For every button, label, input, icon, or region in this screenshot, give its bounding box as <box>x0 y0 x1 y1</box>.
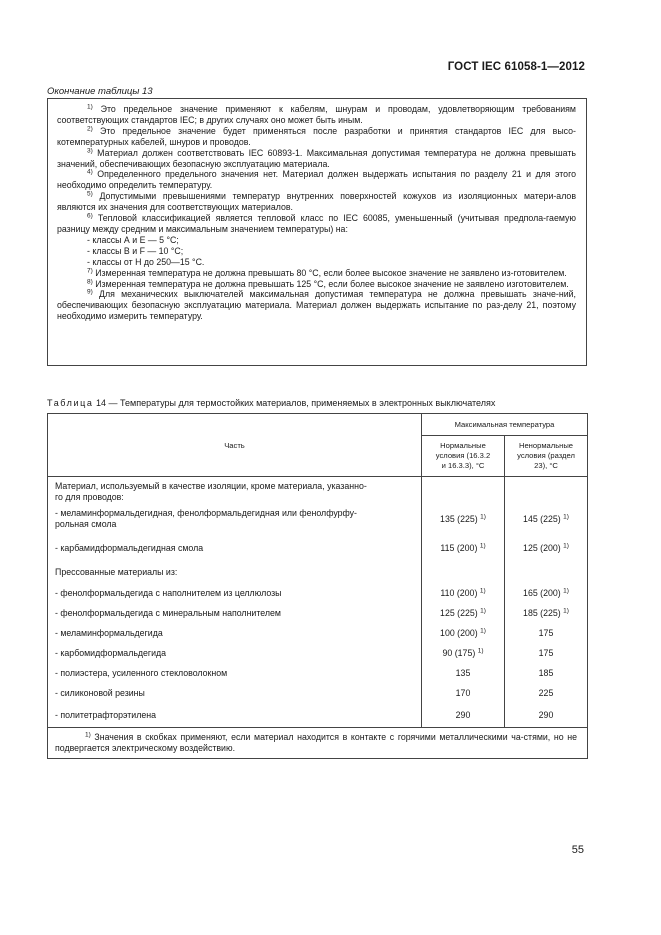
cell-abnormal: 175 <box>505 643 588 663</box>
table-row <box>48 561 588 583</box>
col-header-normal: Нормальные условия (16.3.2 и 16.3.3), °С <box>422 436 505 477</box>
table-row <box>48 535 588 561</box>
row-intro-pressed: Прессованные материалы из: <box>48 561 422 583</box>
cell-abnormal: 175 <box>505 623 588 643</box>
page-number: 55 <box>571 844 584 856</box>
table-row <box>48 583 588 603</box>
document-header: ГОСТ IEC 61058-1—2012 <box>447 61 585 73</box>
cell-abnormal: 290 <box>505 703 588 728</box>
table14-title-prefix: Таблица <box>47 398 94 408</box>
table-row <box>48 683 588 703</box>
cell-abnormal: 225 <box>505 683 588 703</box>
row-part: - фенолформальдегида с наполнителем из целлюлозы <box>48 583 422 603</box>
footnote-5: $^{5)}$ Допустимыми превышениями температур внутренних поверхностей кожухов из изоляционных матери-алов являются их значения для соответствующих материалов. <box>57 190 576 213</box>
class-item-3: - классы от Н до 250—15 °С. <box>87 256 205 267</box>
row-part: - карбомидформальдегида <box>48 643 422 663</box>
footnote-7: $^{7)}$ Измеренная температура не должна превышать 80 °С, если более высокое значение не заявлено из-готовителем. <box>87 267 567 278</box>
table14-footnote: $^{1)}$ Значения в скобках применяют, если материал находится в контакте с горячими металлическими ча-стями, но не подвергается электрическому воздействию. <box>48 728 588 759</box>
table13-caption: Окончание таблицы 13 <box>47 86 153 97</box>
cell-normal: 170 <box>422 683 505 703</box>
footnote-4: $^{4)}$ Определенного предельного значения нет. Материал должен выдержать испытания по разделу 21 и для этого необходимо определить температуру. <box>57 168 576 191</box>
row-part: - полиэстера, усиленного стекловолокном <box>48 663 422 683</box>
cell-normal: 125 (225) $^{1)}$ <box>422 603 505 623</box>
class-item-2: - классы В и F — 10 °С; <box>87 245 184 256</box>
footnote-2: $^{2)}$ Это предельное значение будет применяться после разработки и принятия стандартов IEC для высо-котемпературных кабелей, шнуров и проводов. <box>57 125 576 147</box>
cell-abnormal: 185 <box>505 663 588 683</box>
table-row <box>48 643 588 663</box>
row-intro-insulation: Материал, используемый в качестве изоляции, кроме материала, указанно- го для проводов: <box>48 477 422 504</box>
table14-title <box>47 398 495 408</box>
row-part: - фенолформальдегида с минеральным наполнителем <box>48 603 422 623</box>
footnote-6: $^{6)}$ Тепловой классификацией является тепловой класс по IEC 60085, уменьшенный (учитывая предпола-гаемую разницу между средним и максимальным значением температуры) на: <box>57 212 576 234</box>
footnote-1: $^{1)}$ Это предельное значение применяют к кабелям, шнурам и проводам, удовлетворяющим требованиям соответствующих стандартов IEC; в других случаях оно может быть иным. <box>57 103 576 125</box>
col-header-part: Часть <box>48 414 422 477</box>
cell-abnormal: 125 (200) $^{1)}$ <box>505 535 588 561</box>
row-part: - меламинформальдегида <box>48 623 422 643</box>
table-row <box>48 603 588 623</box>
row-part: - карбамидформальдегидная смола <box>48 535 422 561</box>
row-part: - меламинформальдегидная, фенолформальдегидная или фенолфурфу- рольная смола <box>48 503 422 535</box>
table14-title-text: 14 — Температуры для термостойких материалов, применяемых в электронных выключателях <box>93 398 496 408</box>
table-row <box>48 623 588 643</box>
cell-normal: 290 <box>422 703 505 728</box>
table-row <box>48 503 588 535</box>
cell-normal: 100 (200) $^{1)}$ <box>422 623 505 643</box>
table-row <box>48 477 588 504</box>
cell-abnormal: 145 (225) $^{1)}$ <box>505 503 588 535</box>
col-header-max-temp: Максимальная температура <box>422 414 588 436</box>
col-header-abnormal: Ненормальные условия (раздел 23), °С <box>505 436 588 477</box>
cell-normal: 90 (175) $^{1)}$ <box>422 643 505 663</box>
cell-normal: 115 (200) $^{1)}$ <box>422 535 505 561</box>
table-row <box>48 703 588 728</box>
row-part: - силиконовой резины <box>48 683 422 703</box>
table14 <box>47 413 588 759</box>
table-row <box>48 663 588 683</box>
cell-normal: 135 <box>422 663 505 683</box>
footnote-9: $^{9)}$ Для механических выключателей максимальная допустимая температура не должна превышать значе-ний, обеспечивающих безопасную эксплуатацию материала. Материал должен выдержать испытание по раз-делу 21, поэтому необходимо измерить температуру. <box>57 288 576 322</box>
cell-normal: 110 (200) $^{1)}$ <box>422 583 505 603</box>
class-item-1: - классы А и Е — 5 °С; <box>87 234 179 245</box>
cell-abnormal: 165 (200) $^{1)}$ <box>505 583 588 603</box>
footnote-8: $^{8)}$ Измеренная температура не должна превышать 125 °С, если более высокое значение не заявлено изготовителем. <box>87 278 569 289</box>
footnote-3: $^{3)}$ Материал должен соответствовать IEC 60893-1. Максимальная допустимая температура не должна превышать значений, обеспечивающих безопасную эксплуатацию материала. <box>57 147 576 169</box>
table13-footnotes-box <box>47 98 587 366</box>
row-part: - политетрафторэтилена <box>48 703 422 728</box>
cell-abnormal: 185 (225) $^{1)}$ <box>505 603 588 623</box>
cell-normal: 135 (225) $^{1)}$ <box>422 503 505 535</box>
